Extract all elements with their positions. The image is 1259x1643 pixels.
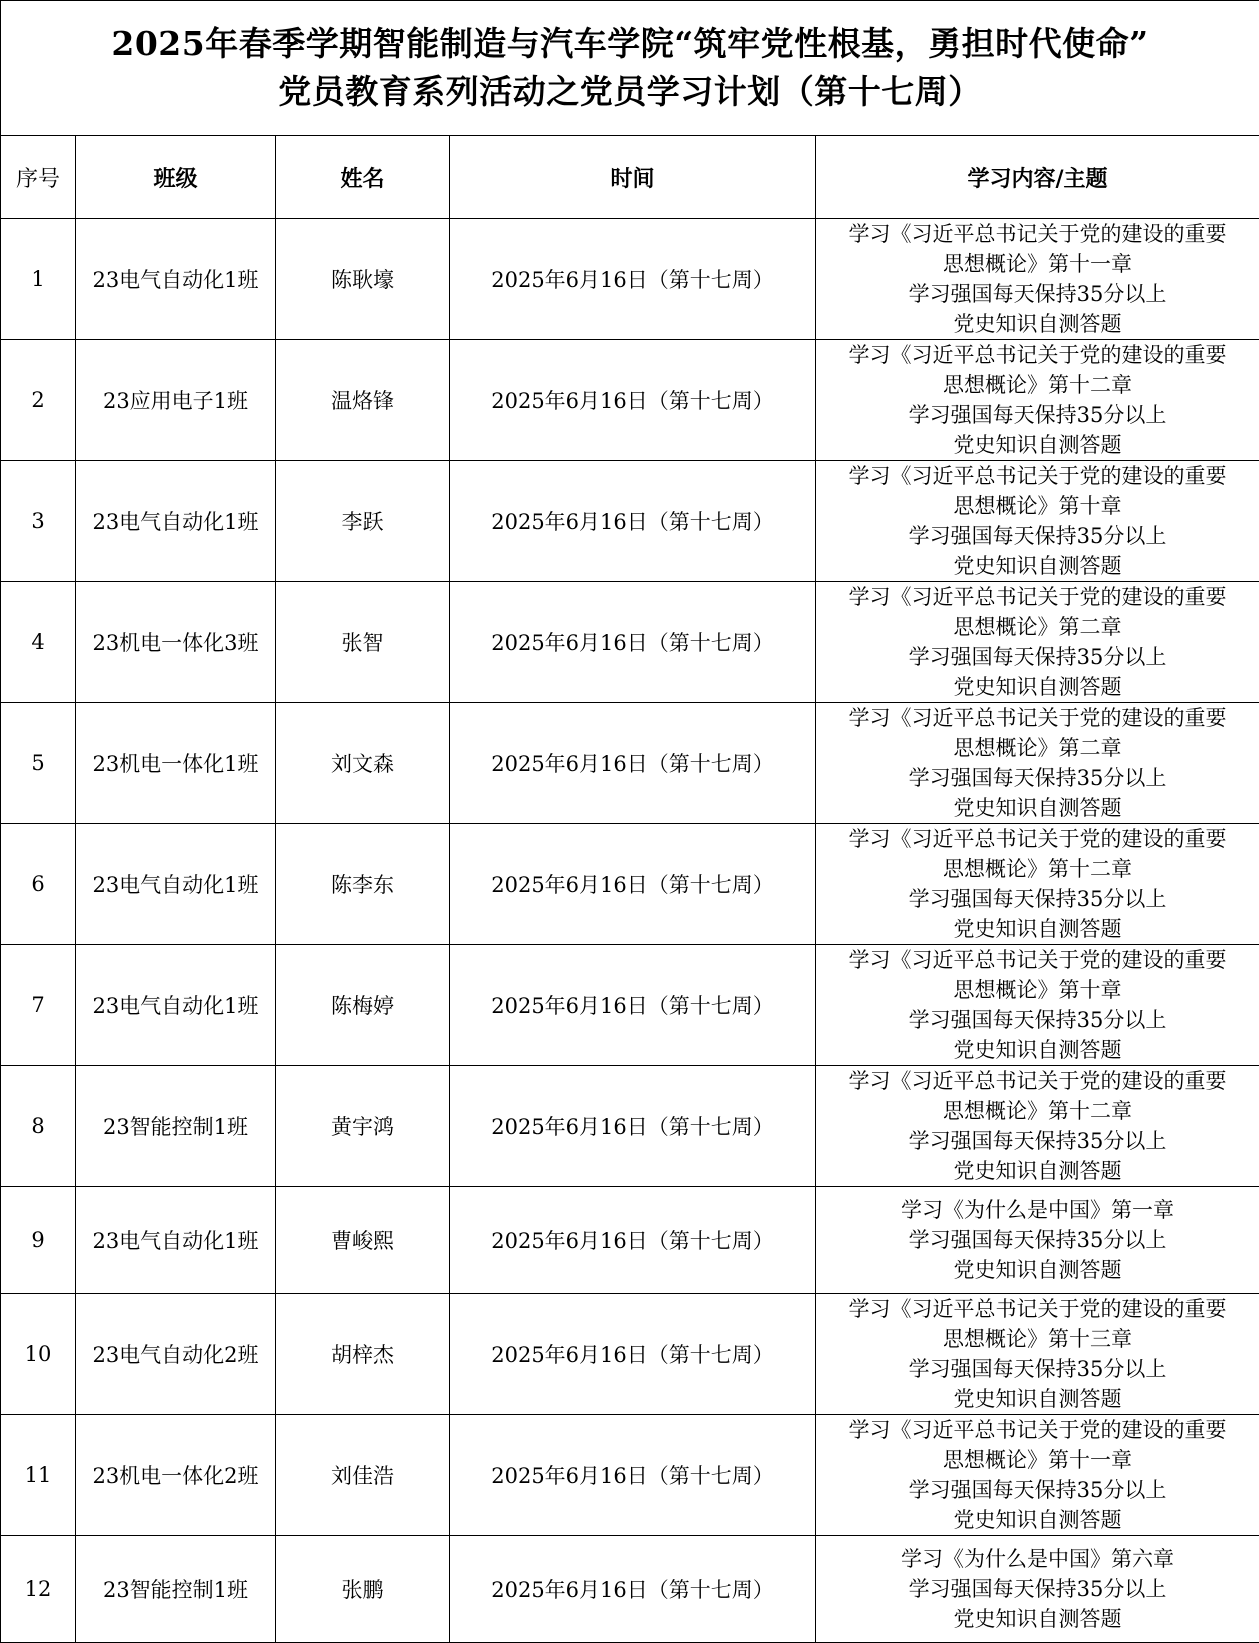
seq-cell: 2	[1, 340, 76, 461]
class-cell: 23电气自动化1班	[76, 945, 276, 1066]
content-line: 党史知识自测答题	[816, 1156, 1259, 1186]
content-cell	[816, 1294, 1259, 1415]
content-cell	[816, 461, 1259, 582]
content-line: 思想概论》第十二章	[816, 1096, 1259, 1126]
content-line: 学习《为什么是中国》第六章	[816, 1544, 1259, 1574]
content-line: 思想概论》第十二章	[816, 854, 1259, 884]
content-line: 学习强国每天保持35分以上	[816, 1574, 1259, 1604]
time-cell: 2025年6月16日（第十七周）	[450, 582, 816, 703]
name-cell: 张鹏	[276, 1536, 450, 1643]
class-cell: 23智能控制1班	[76, 1066, 276, 1187]
seq-cell: 9	[1, 1187, 76, 1294]
class-cell: 23机电一体化2班	[76, 1415, 276, 1536]
header-class: 班级	[76, 136, 276, 219]
seq-cell: 3	[1, 461, 76, 582]
seq-cell: 6	[1, 824, 76, 945]
name-cell: 刘文森	[276, 703, 450, 824]
content-line: 学习强国每天保持35分以上	[816, 1126, 1259, 1156]
content-line: 学习《习近平总书记关于党的建设的重要	[816, 219, 1259, 249]
seq-cell: 12	[1, 1536, 76, 1643]
content-line: 党史知识自测答题	[816, 1255, 1259, 1285]
class-cell: 23电气自动化1班	[76, 824, 276, 945]
class-cell: 23电气自动化1班	[76, 461, 276, 582]
table-row	[1, 582, 1259, 703]
name-cell: 曹峻熙	[276, 1187, 450, 1294]
name-cell: 温烙锋	[276, 340, 450, 461]
document-title	[1, 1, 1259, 136]
class-cell: 23电气自动化1班	[76, 1187, 276, 1294]
class-cell: 23电气自动化1班	[76, 219, 276, 340]
seq-cell: 1	[1, 219, 76, 340]
content-line: 党史知识自测答题	[816, 551, 1259, 581]
name-cell: 陈耿壕	[276, 219, 450, 340]
seq-cell: 8	[1, 1066, 76, 1187]
time-cell: 2025年6月16日（第十七周）	[450, 1294, 816, 1415]
name-cell: 陈李东	[276, 824, 450, 945]
time-cell: 2025年6月16日（第十七周）	[450, 461, 816, 582]
content-cell	[816, 824, 1259, 945]
name-cell: 刘佳浩	[276, 1415, 450, 1536]
content-cell	[816, 945, 1259, 1066]
table-row	[1, 1187, 1259, 1294]
content-line: 思想概论》第十章	[816, 491, 1259, 521]
class-cell: 23智能控制1班	[76, 1536, 276, 1643]
content-line: 党史知识自测答题	[816, 1035, 1259, 1065]
time-cell: 2025年6月16日（第十七周）	[450, 1536, 816, 1643]
content-line: 学习《习近平总书记关于党的建设的重要	[816, 582, 1259, 612]
table-row	[1, 461, 1259, 582]
time-cell: 2025年6月16日（第十七周）	[450, 219, 816, 340]
table-row	[1, 340, 1259, 461]
content-line: 党史知识自测答题	[816, 1604, 1259, 1634]
content-line: 思想概论》第十三章	[816, 1324, 1259, 1354]
content-line: 学习强国每天保持35分以上	[816, 642, 1259, 672]
content-line: 思想概论》第十二章	[816, 370, 1259, 400]
seq-cell: 4	[1, 582, 76, 703]
header-seq: 序号	[1, 136, 76, 219]
content-line: 学习《习近平总书记关于党的建设的重要	[816, 340, 1259, 370]
title-line-1: 2025年春季学期智能制造与汽车学院“筑牢党性根基，勇担时代使命”	[1, 20, 1259, 68]
content-line: 学习强国每天保持35分以上	[816, 400, 1259, 430]
content-line: 学习强国每天保持35分以上	[816, 1354, 1259, 1384]
name-cell: 李跃	[276, 461, 450, 582]
name-cell: 张智	[276, 582, 450, 703]
content-line: 学习《习近平总书记关于党的建设的重要	[816, 945, 1259, 975]
time-cell: 2025年6月16日（第十七周）	[450, 1066, 816, 1187]
content-cell	[816, 1536, 1259, 1643]
time-cell: 2025年6月16日（第十七周）	[450, 1187, 816, 1294]
header-row	[1, 136, 1259, 219]
content-line: 党史知识自测答题	[816, 914, 1259, 944]
content-line: 党史知识自测答题	[816, 793, 1259, 823]
table-row	[1, 945, 1259, 1066]
content-cell	[816, 582, 1259, 703]
content-line: 思想概论》第十一章	[816, 1445, 1259, 1475]
content-line: 党史知识自测答题	[816, 309, 1259, 339]
table-row	[1, 1294, 1259, 1415]
content-line: 党史知识自测答题	[816, 672, 1259, 702]
content-line: 学习《习近平总书记关于党的建设的重要	[816, 461, 1259, 491]
time-cell: 2025年6月16日（第十七周）	[450, 1415, 816, 1536]
header-time: 时间	[450, 136, 816, 219]
time-cell: 2025年6月16日（第十七周）	[450, 340, 816, 461]
header-name: 姓名	[276, 136, 450, 219]
content-cell	[816, 1066, 1259, 1187]
content-line: 学习强国每天保持35分以上	[816, 521, 1259, 551]
content-line: 学习强国每天保持35分以上	[816, 1005, 1259, 1035]
content-line: 学习强国每天保持35分以上	[816, 763, 1259, 793]
content-line: 学习强国每天保持35分以上	[816, 884, 1259, 914]
title-row	[1, 1, 1259, 136]
seq-cell: 11	[1, 1415, 76, 1536]
time-cell: 2025年6月16日（第十七周）	[450, 945, 816, 1066]
content-cell	[816, 340, 1259, 461]
content-cell	[816, 1415, 1259, 1536]
class-cell: 23应用电子1班	[76, 340, 276, 461]
class-cell: 23电气自动化2班	[76, 1294, 276, 1415]
content-cell	[816, 219, 1259, 340]
content-line: 学习强国每天保持35分以上	[816, 279, 1259, 309]
content-cell	[816, 1187, 1259, 1294]
table-row	[1, 1536, 1259, 1643]
seq-cell: 5	[1, 703, 76, 824]
content-line: 学习《习近平总书记关于党的建设的重要	[816, 1066, 1259, 1096]
title-line-2: 党员教育系列活动之党员学习计划（第十七周）	[1, 68, 1259, 116]
class-cell: 23机电一体化1班	[76, 703, 276, 824]
table-row	[1, 703, 1259, 824]
time-cell: 2025年6月16日（第十七周）	[450, 824, 816, 945]
content-line: 党史知识自测答题	[816, 1505, 1259, 1535]
content-line: 学习《习近平总书记关于党的建设的重要	[816, 703, 1259, 733]
content-line: 思想概论》第二章	[816, 612, 1259, 642]
content-line: 学习《习近平总书记关于党的建设的重要	[816, 1415, 1259, 1445]
name-cell: 胡梓杰	[276, 1294, 450, 1415]
seq-cell: 10	[1, 1294, 76, 1415]
content-line: 学习《习近平总书记关于党的建设的重要	[816, 824, 1259, 854]
content-line: 党史知识自测答题	[816, 430, 1259, 460]
table-row	[1, 219, 1259, 340]
header-content: 学习内容/主题	[816, 136, 1259, 219]
content-line: 学习强国每天保持35分以上	[816, 1475, 1259, 1505]
content-line: 思想概论》第十一章	[816, 249, 1259, 279]
content-line: 党史知识自测答题	[816, 1384, 1259, 1414]
content-cell	[816, 703, 1259, 824]
table-row	[1, 824, 1259, 945]
table-row	[1, 1415, 1259, 1536]
content-line: 学习《习近平总书记关于党的建设的重要	[816, 1294, 1259, 1324]
class-cell: 23机电一体化3班	[76, 582, 276, 703]
content-line: 学习《为什么是中国》第一章	[816, 1195, 1259, 1225]
name-cell: 黄宇鸿	[276, 1066, 450, 1187]
content-line: 学习强国每天保持35分以上	[816, 1225, 1259, 1255]
time-cell: 2025年6月16日（第十七周）	[450, 703, 816, 824]
table-body	[1, 219, 1259, 1643]
content-line: 思想概论》第十章	[816, 975, 1259, 1005]
seq-cell: 7	[1, 945, 76, 1066]
name-cell: 陈梅婷	[276, 945, 450, 1066]
table-row	[1, 1066, 1259, 1187]
content-line: 思想概论》第二章	[816, 733, 1259, 763]
